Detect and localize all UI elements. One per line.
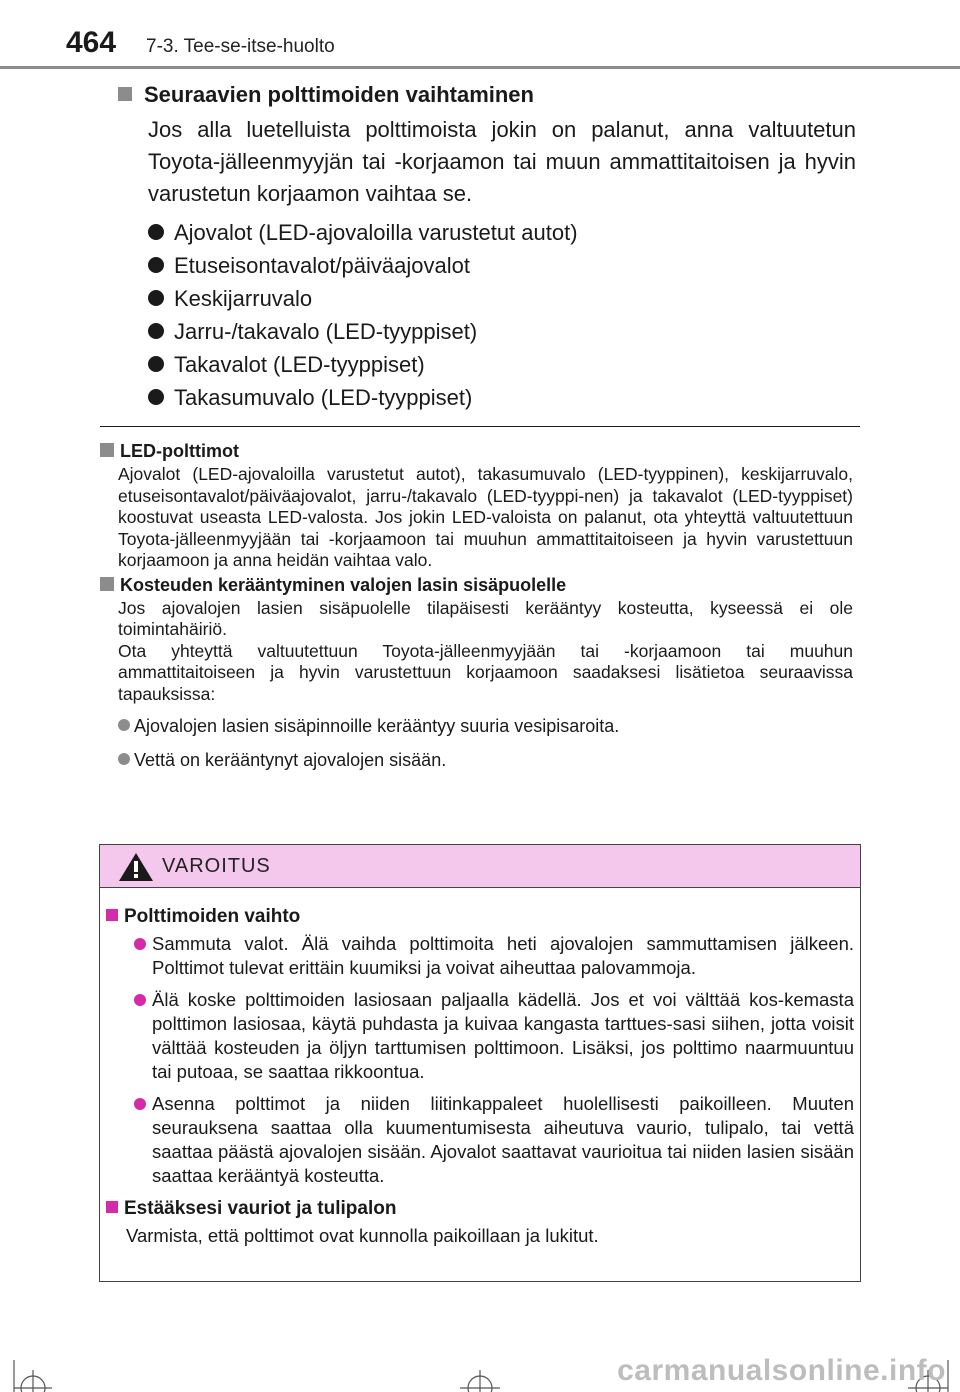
watermark: carmanualsonline.info [617, 1354, 946, 1387]
chapter-title: 7-3. Tee-se-itse-huolto [146, 36, 335, 57]
square-bullet-icon [106, 1201, 118, 1213]
moisture-paragraph-2: Ota yhteyttä valtuutettuun Toyota-jälleenmyyjään tai -korjaamoon tai muuhun ammattitaitoiseen ja hyvin varustettuun korjaamoon saadaksesi lisätietoa seuraavissa tapauksissa: [118, 640, 853, 704]
bullet-icon [118, 719, 130, 731]
warning-body [100, 888, 860, 1248]
section-heading: Seuraavien polttimoiden vaihtaminen [118, 80, 858, 110]
led-paragraph: Ajovalot (LED-ajovaloilla varustetut autot), takasumuvalo (LED-tyyppinen), keskijarruvalo, etuseisontavalot/päiväajovalot, jarru-/takavalo (LED-tyyppi-nen) ja takavalot (LED-tyyppiset) koostuvat useasta LED-valosta. Jos jokin LED-valoista on palanut, ota yhteyttä valtuutettuun Toyota-jälleenmyyjään tai -korjaamoon tai muuhun ammattitaitoiseen ja hyvin varustettuun korjaamoon ja anna heidän vaihtaa valo. [118, 464, 853, 570]
warning-text: Varmista, että polttimot ovat kunnolla paikoillaan ja lukitut. [126, 1225, 599, 1246]
warning-subheading-2: Estääksesi vauriot ja tulipalon [106, 1194, 852, 1224]
warning-item: Älä koske polttimoiden lasiosaan paljaalla kädellä. Jos et voi välttää kos-kemasta polttimon lasiosaa, käytä puhdasta ja kuivaa kangasta tarttues-sasi siihen, jotta voisit välttää kosteuden ja öljyn tarttumisen polttimoon. Lisäksi, jos polttimo naarmuuntuu tai putoaa, se saattaa rikkoontua. [130, 988, 854, 1084]
page-header [0, 0, 960, 72]
bulb-replacement-section [118, 80, 858, 414]
section-paragraph: Jos alla luetelluista polttimoista jokin on palanut, anna valtuutetun Toyota-jälleenmyyjän tai -korjaamon tai muun ammattitaitoisen ja hyvin varustetun korjaamon vaihtaa se. [148, 117, 856, 206]
bullet-icon [148, 323, 164, 339]
square-bullet-icon [100, 577, 114, 591]
list-item: Ajovalojen lasien sisäpinnoille kerääntyy suuria vesipisaroita. [118, 709, 856, 743]
square-bullet-icon [118, 87, 132, 101]
moisture-list [118, 709, 856, 777]
list-item: Vettä on kerääntynyt ajovalojen sisään. [118, 743, 856, 777]
bullet-icon [148, 224, 164, 240]
warning-box [99, 844, 861, 1282]
bullet-icon [148, 290, 164, 306]
bullet-icon [134, 938, 146, 950]
bullet-icon [148, 389, 164, 405]
page-number: 464 [66, 26, 117, 59]
bullet-icon [148, 356, 164, 372]
notes-section [100, 438, 856, 777]
bulb-list [148, 216, 858, 414]
moisture-paragraph-1: Jos ajovalojen lasien sisäpuolelle tilapäisesti kerääntyy kosteutta, kyseessä ei ole toimintahäiriö. [118, 597, 853, 639]
moisture-heading: Kosteuden kerääntyminen valojen lasin sisäpuolelle [100, 572, 856, 598]
warning-header [100, 845, 860, 888]
warning-item: Asenna polttimot ja niiden liitinkappaleet huolellisesti paikoilleen. Muuten seurauksena saattaa olla kuumentumisesta aiheutuva vaurio, tulipalo, tai vettä saattaa päästä ajovalojen sisään. Ajovalot saattavat vaurioitua tai niiden lasien sisään saattaa kerääntyä kosteutta. [130, 1092, 854, 1188]
warning-triangle-icon [118, 852, 154, 882]
header-divider [0, 66, 960, 69]
bullet-icon [148, 257, 164, 273]
warning-label: VAROITUS [162, 855, 271, 877]
led-heading: LED-polttimot [100, 438, 856, 464]
square-bullet-icon [100, 443, 114, 457]
warning-item: Sammuta valot. Älä vaihda polttimoita heti ajovalojen sammuttamisen jälkeen. Polttimot tulevat erittäin kuumiksi ja voivat aiheuttaa palovammoja. [130, 932, 854, 980]
bullet-icon [118, 753, 130, 765]
list-item: Takasumuvalo (LED-tyyppiset) [148, 381, 858, 414]
list-item: Etuseisontavalot/päiväajovalot [148, 249, 858, 282]
list-item: Jarru-/takavalo (LED-tyyppiset) [148, 315, 858, 348]
warning-subheading-1: Polttimoiden vaihto [106, 902, 852, 932]
list-item: Takavalot (LED-tyyppiset) [148, 348, 858, 381]
bullet-icon [134, 994, 146, 1006]
list-item: Ajovalot (LED-ajovaloilla varustetut autot) [148, 216, 858, 249]
section-divider [100, 426, 860, 427]
square-bullet-icon [106, 909, 118, 921]
list-item: Keskijarruvalo [148, 282, 858, 315]
bullet-icon [134, 1098, 146, 1110]
